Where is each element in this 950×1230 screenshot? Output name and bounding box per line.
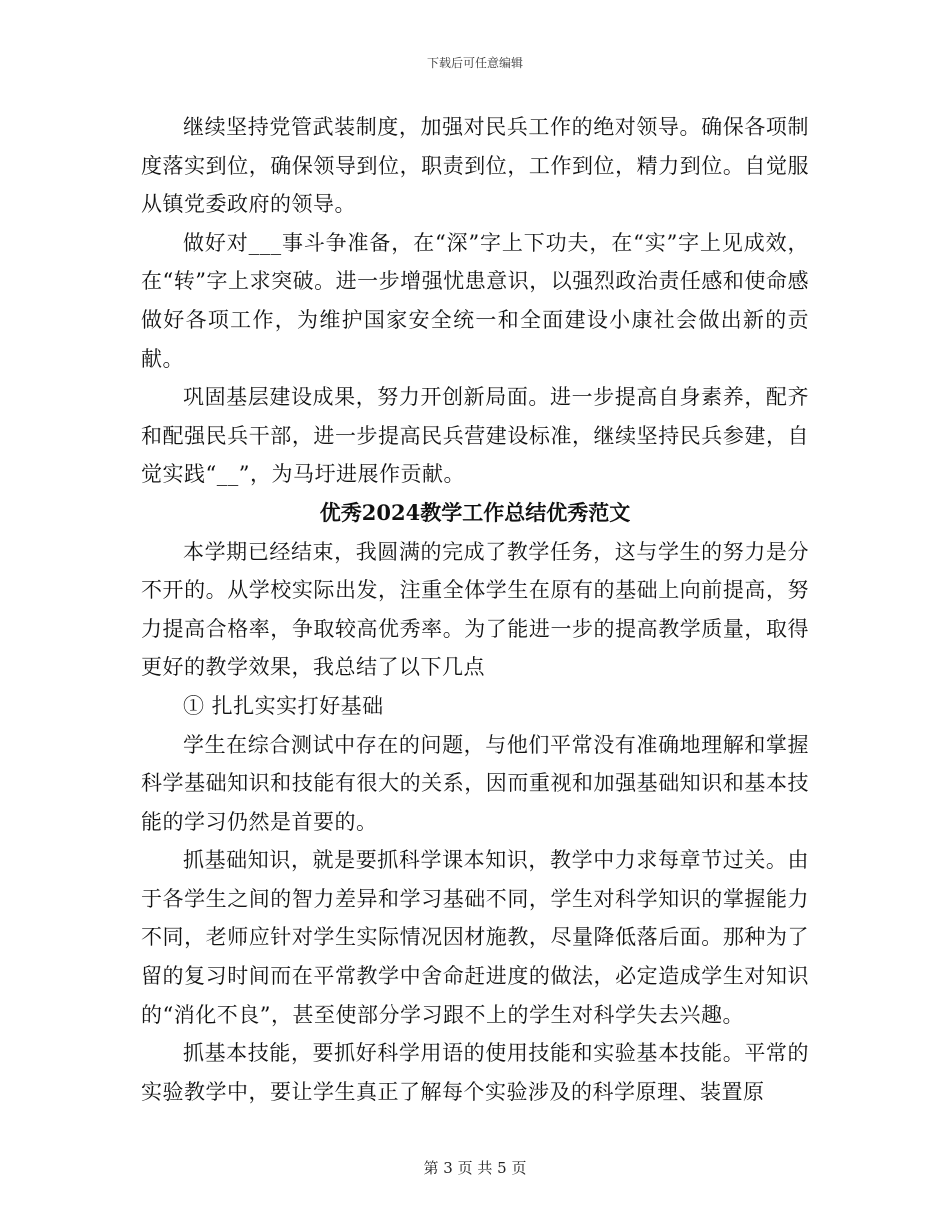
page-header: 下载后可任意编辑 [426, 56, 523, 70]
page-number: 第 3 页 共 5 页 [423, 1159, 527, 1177]
paragraph: 抓基本技能，要抓好科学用语的使用技能和实验基本技能。平常的实验教学中，要让学生真正了解每个实验涉及的科学原理、装置原 [141, 1041, 809, 1104]
section-title: 优秀2024教学工作总结优秀范文 [319, 499, 631, 525]
document-body [141, 108, 809, 1111]
paragraph: 学生在综合测试中存在的问题，与他们平常没有准确地理解和掌握科学基础知识和技能有很大的关系，因而重视和加强基础知识和基本技能的学习仍然是首要的。 [141, 732, 809, 834]
subheading: ① 扎扎实实打好基础 [183, 693, 384, 718]
paragraph: 巩固基层建设成果，努力开创新局面。进一步提高自身素养，配齐和配强民兵干部，进一步提高民兵营建设标准，继续坚持民兵参建，自觉实践“__”，为马圩进展作贡献。 [141, 385, 809, 487]
paragraph: 继续坚持党管武装制度，加强对民兵工作的绝对领导。确保各项制度落实到位，确保领导到位，职责到位，工作到位，精力到位。自觉服从镇党委政府的领导。 [141, 115, 809, 217]
paragraph: 抓基础知识，就是要抓科学课本知识，教学中力求每章节过关。由于各学生之间的智力差异和学习基础不同，学生对科学知识的掌握能力不同，老师应针对学生实际情况因材施教，尽量降低落后面。那种为了留的复习时间而在平常教学中舍命赶进度的做法，必定造成学生对知识的“消化不良”，甚至使部分学习跟不上的学生对科学失去兴趣。 [141, 848, 809, 1027]
paragraph: 做好对___事斗争准备，在“深”字上下功夫，在“实”字上见成效，在“转”字上求突破。进一步增强忧患意识，以强烈政治责任感和使命感做好各项工作，为维护国家安全统一和全面建设小康社会做出新的贡献。 [141, 230, 809, 371]
paragraph: 本学期已经结束，我圆满的完成了教学任务，这与学生的努力是分不开的。从学校实际出发，注重全体学生在原有的基础上向前提高，努力提高合格率，争取较高优秀率。为了能进一步的提高教学质量，取得更好的教学效果，我总结了以下几点 [141, 539, 809, 680]
